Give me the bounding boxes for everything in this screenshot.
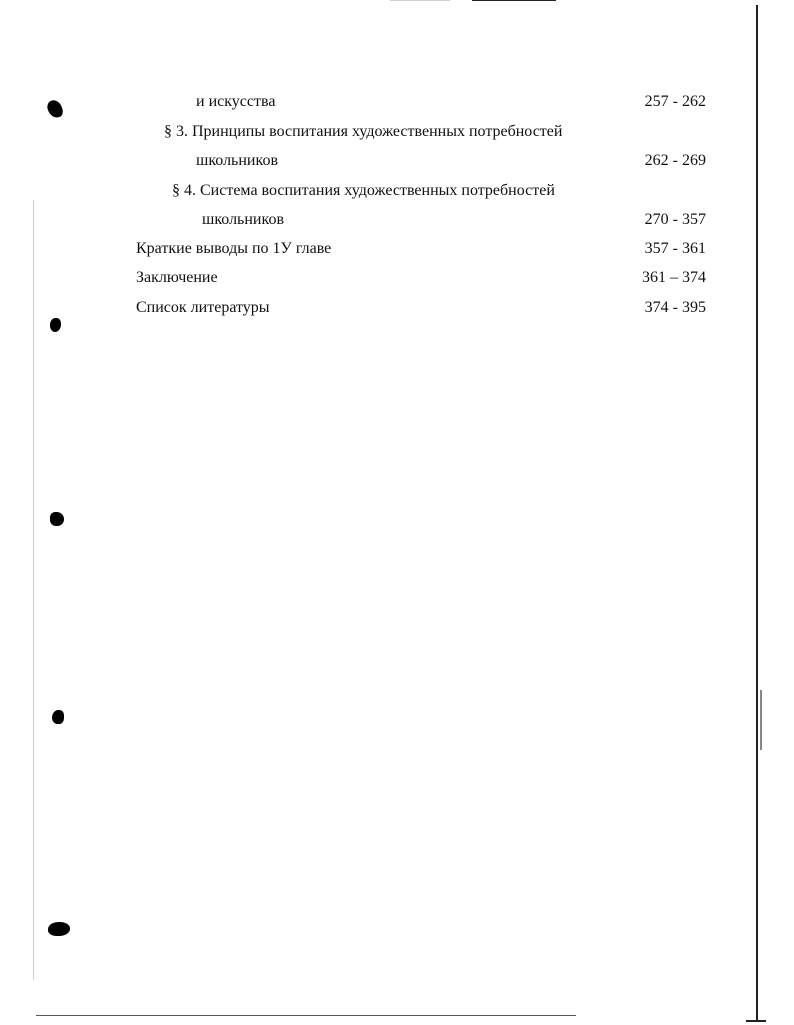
toc-entry-text: школьников bbox=[202, 211, 284, 228]
punch-hole-mark bbox=[48, 922, 70, 936]
scan-top-line bbox=[390, 0, 450, 1]
punch-hole-mark bbox=[52, 710, 64, 724]
toc-entry-text: § 4. Система воспитания художественных потребностей bbox=[172, 182, 555, 199]
scan-left-edge bbox=[33, 200, 34, 980]
scan-right-edge bbox=[756, 5, 758, 1020]
toc-entry-text: Краткие выводы по 1У главе bbox=[136, 240, 332, 257]
toc-entry-pages: 357 - 361 bbox=[644, 240, 706, 257]
toc-entry-pages: 257 - 262 bbox=[644, 93, 706, 110]
scan-bottom-line bbox=[36, 1015, 576, 1016]
toc-entry-text: Заключение bbox=[136, 269, 218, 286]
toc-entry-pages: 361 – 374 bbox=[642, 269, 706, 286]
toc-entry-pages: 270 - 357 bbox=[644, 211, 706, 228]
scan-right-mark bbox=[760, 690, 762, 750]
toc-entry-text: § 3. Принципы воспитания художественных потребностей bbox=[164, 123, 563, 140]
scan-top-line-dark bbox=[472, 0, 556, 1]
toc-entry-text: Список литературы bbox=[136, 299, 270, 316]
toc-entry-pages: 374 - 395 bbox=[644, 299, 706, 316]
toc-entry-text: и искусства bbox=[196, 93, 276, 110]
punch-hole-mark bbox=[50, 318, 61, 332]
toc-entry-text: школьников bbox=[196, 152, 278, 169]
punch-hole-mark bbox=[45, 98, 64, 120]
toc-entry-pages: 262 - 269 bbox=[644, 152, 706, 169]
punch-hole-mark bbox=[50, 512, 64, 526]
scan-bottom-right-mark bbox=[746, 1020, 766, 1022]
